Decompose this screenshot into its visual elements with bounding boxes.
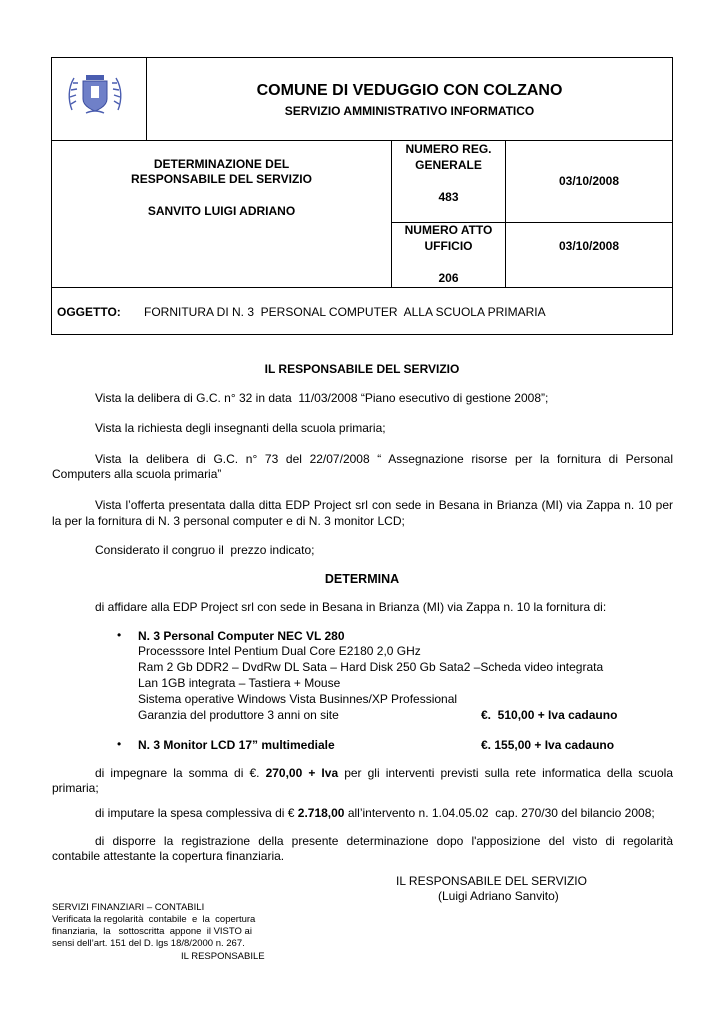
signature-title: IL RESPONSABILE DEL SERVIZIO <box>396 874 587 888</box>
bullet-icon: • <box>117 737 122 751</box>
paragraph-imputare <box>95 806 655 820</box>
signature-name: (Luigi Adriano Sanvito) <box>438 889 559 903</box>
oggetto-text: FORNITURA DI N. 3 PERSONAL COMPUTER ALLA SCUOLA PRIMARIA <box>144 305 546 319</box>
impegnare-amount: 270,00 + Iva <box>265 766 339 780</box>
imputare-text: di imputare la spesa complessiva di € <box>95 806 298 820</box>
paragraph-affidare: di affidare alla EDP Project srl con sede in Besana in Brianza (MI) via Zappa n. 10 la fornitura di: <box>95 600 607 614</box>
section-heading: IL RESPONSABILE DEL SERVIZIO <box>264 362 460 376</box>
numero-atto-label-2: UFFICIO <box>424 239 473 253</box>
responsabile-name: SANVITO LUIGI ADRIANO <box>147 204 296 218</box>
numero-atto-label: NUMERO ATTO <box>404 223 493 237</box>
paragraph-disporre: di disporre la registrazione della presente determinazione dopo l'apposizione del visto di regolarità <box>95 834 673 848</box>
determina-heading: DETERMINA <box>324 572 400 586</box>
imputare-text-2: all’intervento n. 1.04.05.02 cap. 270/30 del bilancio 2008; <box>344 806 655 820</box>
page-title: COMUNE DI VEDUGGIO CON COLZANO <box>256 82 563 99</box>
paragraph-delibera-32: Vista la delibera di G.C. n° 32 in data 11/03/2008 “Piano esecutivo di gestione 2008”; <box>95 391 549 405</box>
paragraph-offerta: Vista l’offerta presentata dalla ditta EDP Project srl con sede in Besana in Brianza (MI) via Zappa n. 10 per <box>95 498 673 512</box>
oggetto-label: OGGETTO: <box>57 305 121 319</box>
item-monitor-title: N. 3 Monitor LCD 17” multimediale <box>138 738 335 752</box>
item-pc-price: €. 510,00 + Iva cadauno <box>481 708 618 722</box>
paragraph-offerta-cont: la per la fornitura di N. 3 personal computer e di N. 3 monitor LCD; <box>52 514 405 528</box>
footer-line-3: sensi dell’art. 151 del D. lgs 18/8/2000 n. 267. <box>52 938 245 949</box>
footer-signature: IL RESPONSABILE <box>181 951 265 962</box>
item-pc-spec-4: Sistema operative Windows Vista Businnes/XP Professional <box>138 692 458 706</box>
numero-reg-label-2: GENERALE <box>415 158 482 172</box>
paragraph-delibera-73-cont: Computers alla scuola primaria” <box>52 467 222 481</box>
footer-heading: SERVIZI FINANZIARI – CONTABILI <box>52 902 205 913</box>
footer-line-2: finanziaria, la sottoscritta appone il VISTO ai <box>52 926 252 937</box>
item-pc-spec-5: Garanzia del produttore 3 anni on site <box>138 708 339 722</box>
impegnare-text: di impegnare la somma di €. <box>95 766 266 780</box>
impegnare-text-2: per gli interventi previsti sulla rete informatica della scuola <box>338 766 673 780</box>
item-pc-title: N. 3 Personal Computer NEC VL 280 <box>138 629 345 643</box>
item-monitor-price: €. 155,00 + Iva cadauno <box>481 738 615 752</box>
imputare-amount: 2.718,00 <box>297 806 345 820</box>
determinazione-label: DETERMINAZIONE DEL <box>153 157 290 171</box>
item-pc-spec-3: Lan 1GB integrata – Tastiera + Mouse <box>138 676 341 690</box>
paragraph-richiesta: Vista la richiesta degli insegnanti della scuola primaria; <box>95 421 386 435</box>
date-atto: 03/10/2008 <box>558 239 620 253</box>
paragraph-disporre-cont: contabile attestante la copertura finanziaria. <box>52 849 285 863</box>
determinazione-label-2: RESPONSABILE DEL SERVIZIO <box>131 172 312 186</box>
item-pc-spec-2: Ram 2 Gb DDR2 – DvdRw DL Sata – Hard Disk 250 Gb Sata2 –Scheda video integrata <box>138 660 604 674</box>
numero-atto-value: 206 <box>438 271 459 285</box>
municipal-crest-icon <box>66 70 124 114</box>
date-reg: 03/10/2008 <box>558 174 620 188</box>
numero-reg-value: 483 <box>438 190 459 204</box>
numero-reg-label: NUMERO REG. <box>405 142 492 156</box>
footer-line-1: Verificata la regolarità contabile e la copertura <box>52 914 256 925</box>
item-pc-spec-1: Processsore Intel Pentium Dual Core E2180 2,0 GHz <box>138 644 421 658</box>
bullet-icon: • <box>117 628 122 642</box>
paragraph-considerato: Considerato il congruo il prezzo indicato; <box>95 543 315 557</box>
paragraph-delibera-73: Vista la delibera di G.C. n° 73 del 22/07/2008 “ Assegnazione risorse per la fornitura di Personal <box>95 452 673 466</box>
paragraph-impegnare <box>95 766 673 780</box>
page-subtitle: SERVIZIO AMMINISTRATIVO INFORMATICO <box>284 104 535 118</box>
paragraph-impegnare-cont: primaria; <box>52 781 99 795</box>
